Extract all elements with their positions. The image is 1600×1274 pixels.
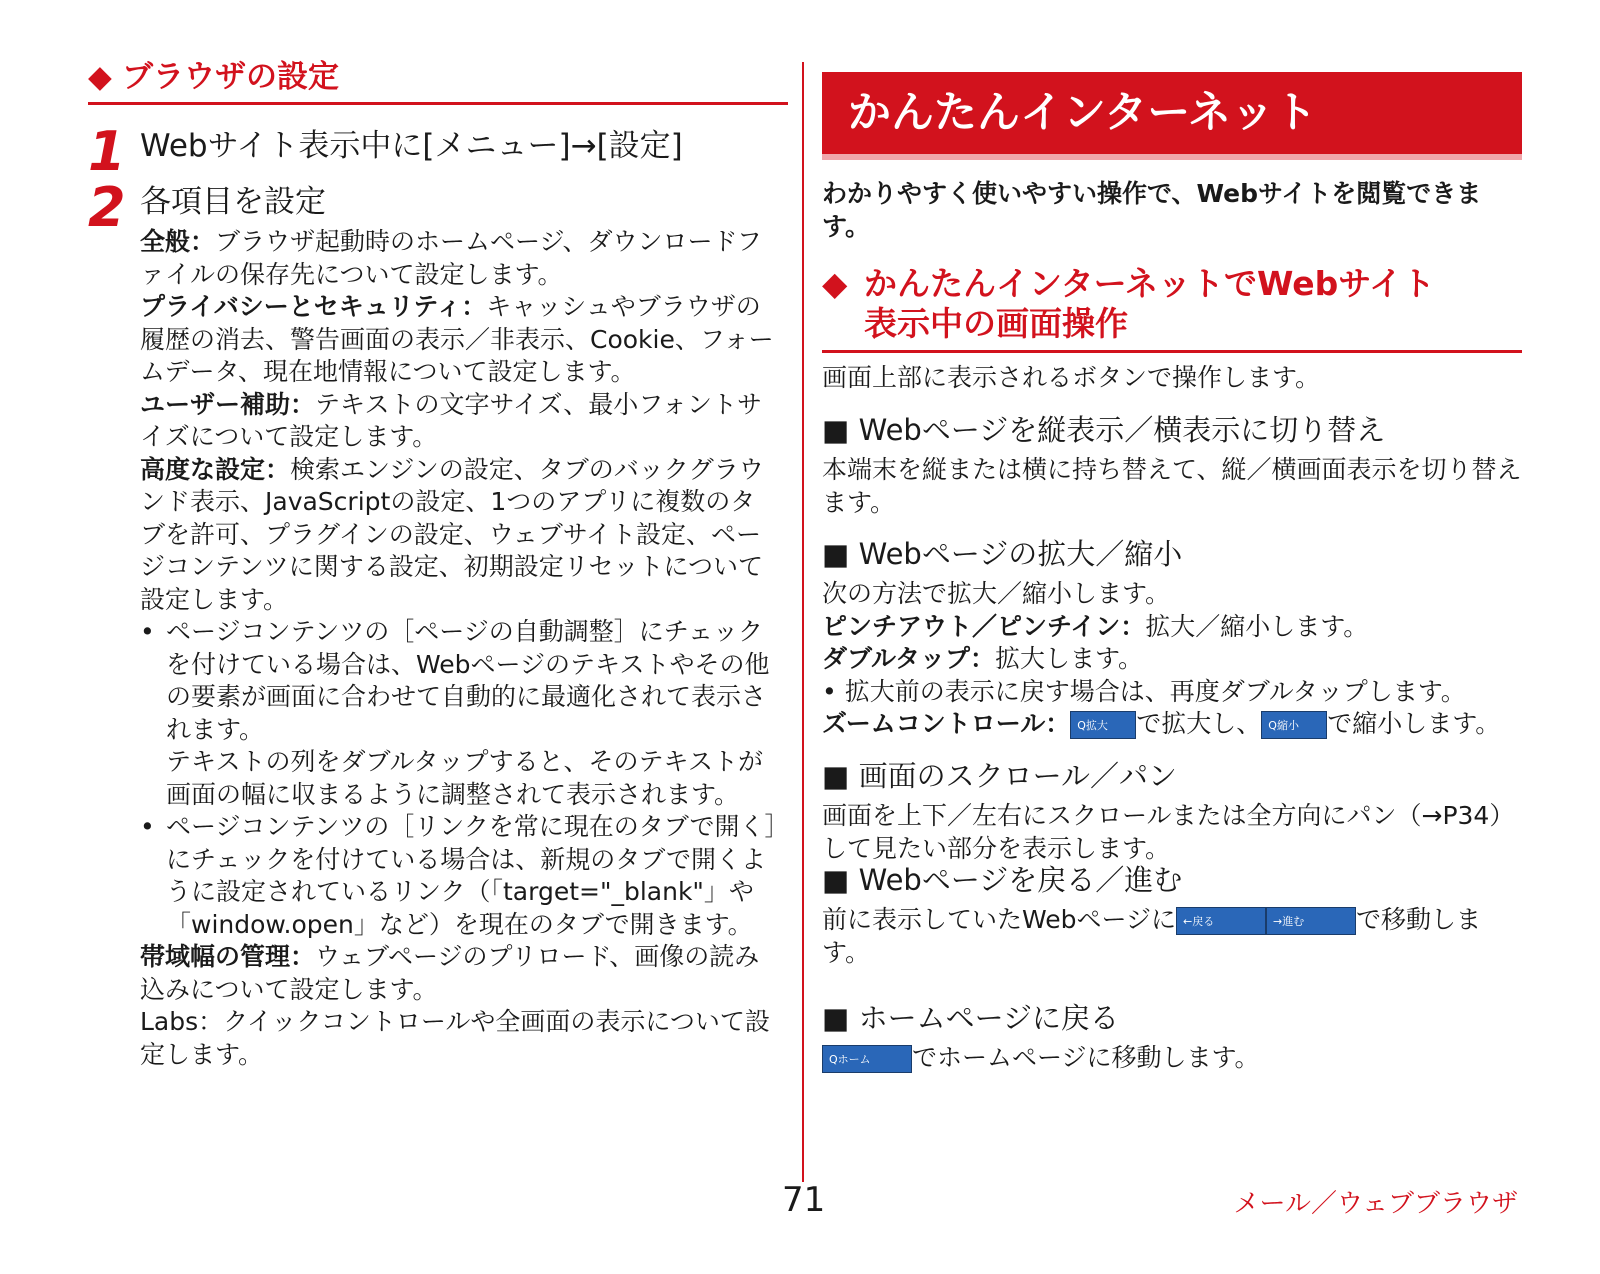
zoom-in-button[interactable]: Q拡大 [1070, 711, 1136, 739]
subhead-zoom: ■ Webページの拡大／縮小 [822, 537, 1183, 571]
bullet-auto-fit: • ページコンテンツの［ページの自動調整］にチェックを付けている場合は、Webページのテキストやその他の要素が画面に合わせて自動的に最適化されて表示されます。 テキストの列をダブルタップすると、そのテキストが画面の幅に収まるように調整されて表示されます。 [140, 617, 770, 809]
orientation-text: 本端末を縦または横に持ち替えて、縦／横画面表示を切り替えます。 [822, 455, 1522, 517]
intro-text: わかりやすく使いやすい操作で、Webサイトを閲覧できます。 [822, 179, 1482, 241]
subhead-scroll: ■ 画面のスクロール／パン [822, 759, 1178, 793]
chapter-label: メール／ウェブブラウザ [1233, 1189, 1518, 1219]
forward-button[interactable]: →進む [1266, 907, 1356, 935]
zoom-description: 次の方法で拡大／縮小します。 ピンチアウト／ピンチイン：拡大／縮小します。 ダブルタップ：拡大します。 • 拡大前の表示に戻す場合は、再度ダブルタップします。 ズームコントロール： Q拡大 で拡大し、 Q縮小 で縮小します。 [822, 579, 1501, 738]
step-number: 1 [88, 120, 126, 183]
chapter-banner: かんたんインターネット [822, 72, 1522, 160]
zoom-out-button[interactable]: Q縮小 [1261, 711, 1327, 739]
section-heading-browser-settings: ◆ ブラウザの設定 [88, 58, 788, 105]
setting-general: 全般：ブラウザ起動時のホームページ、ダウンロードファイルの保存先について設定します。 [140, 227, 762, 289]
setting-advanced: 高度な設定：検索エンジンの設定、タブのバックグラウンド表示、JavaScriptの設定、1つのアプリに複数のタブを許可、プラグインの設定、ウェブサイト設定、ページコンテンツに関する設定、初期設定リセットについて設定します。 [140, 454, 764, 614]
navigation-text: 前に表示していたWebページに ←戻る →進む で移動します。 [822, 905, 1482, 967]
diamond-icon: ◆ [822, 264, 848, 303]
lead-text: 画面上部に表示されるボタンで操作します。 [822, 363, 1321, 392]
home-text: Qホーム でホームページに移動します。 [822, 1042, 1522, 1075]
step-text: Webサイト表示中に[メニュー]→[設定] [140, 128, 683, 164]
diamond-icon: ◆ [88, 59, 112, 95]
subhead-home: ■ ホームページに戻る [822, 1001, 1120, 1035]
page-number: 71 [782, 1180, 826, 1220]
home-button[interactable]: Qホーム [822, 1045, 912, 1073]
settings-description [140, 226, 780, 1071]
setting-labs: Labs：クイックコントロールや全画面の表示について設定します。 [140, 1007, 770, 1069]
column-divider [802, 62, 804, 1182]
step-text: 各項目を設定 [140, 184, 326, 220]
subhead-navigation: ■ Webページを戻る／進む [822, 863, 1183, 897]
subhead-orientation: ■ Webページを縦表示／横表示に切り替え [822, 413, 1386, 447]
setting-privacy: プライバシーとセキュリティ：キャッシュやブラウザの履歴の消去、警告画面の表示／非表示、Cookie、フォームデータ、現在地情報について設定します。 [140, 292, 774, 386]
scroll-text: 画面を上下／左右にスクロールまたは全方向にパン（→P34）して見たい部分を表示します。 [822, 801, 1515, 863]
setting-accessibility: ユーザー補助：テキストの文字サイズ、最小フォントサイズについて設定します。 [140, 389, 763, 451]
step-number: 2 [88, 176, 126, 239]
bullet-open-links: • ページコンテンツの［リンクを常に現在のタブで開く］にチェックを付けている場合は、新規のタブで開くように設定されているリンク（「target="_blank"」や「window.open」など）を現在のタブで開きます。 [140, 812, 778, 939]
section-heading-screen-ops: ◆ かんたんインターネットでWebサイト 表示中の画面操作 [822, 264, 1522, 353]
setting-bandwidth: 帯域幅の管理：ウェブページのプリロード、画像の読み込みについて設定します。 [140, 942, 760, 1004]
back-button[interactable]: ←戻る [1176, 907, 1266, 935]
